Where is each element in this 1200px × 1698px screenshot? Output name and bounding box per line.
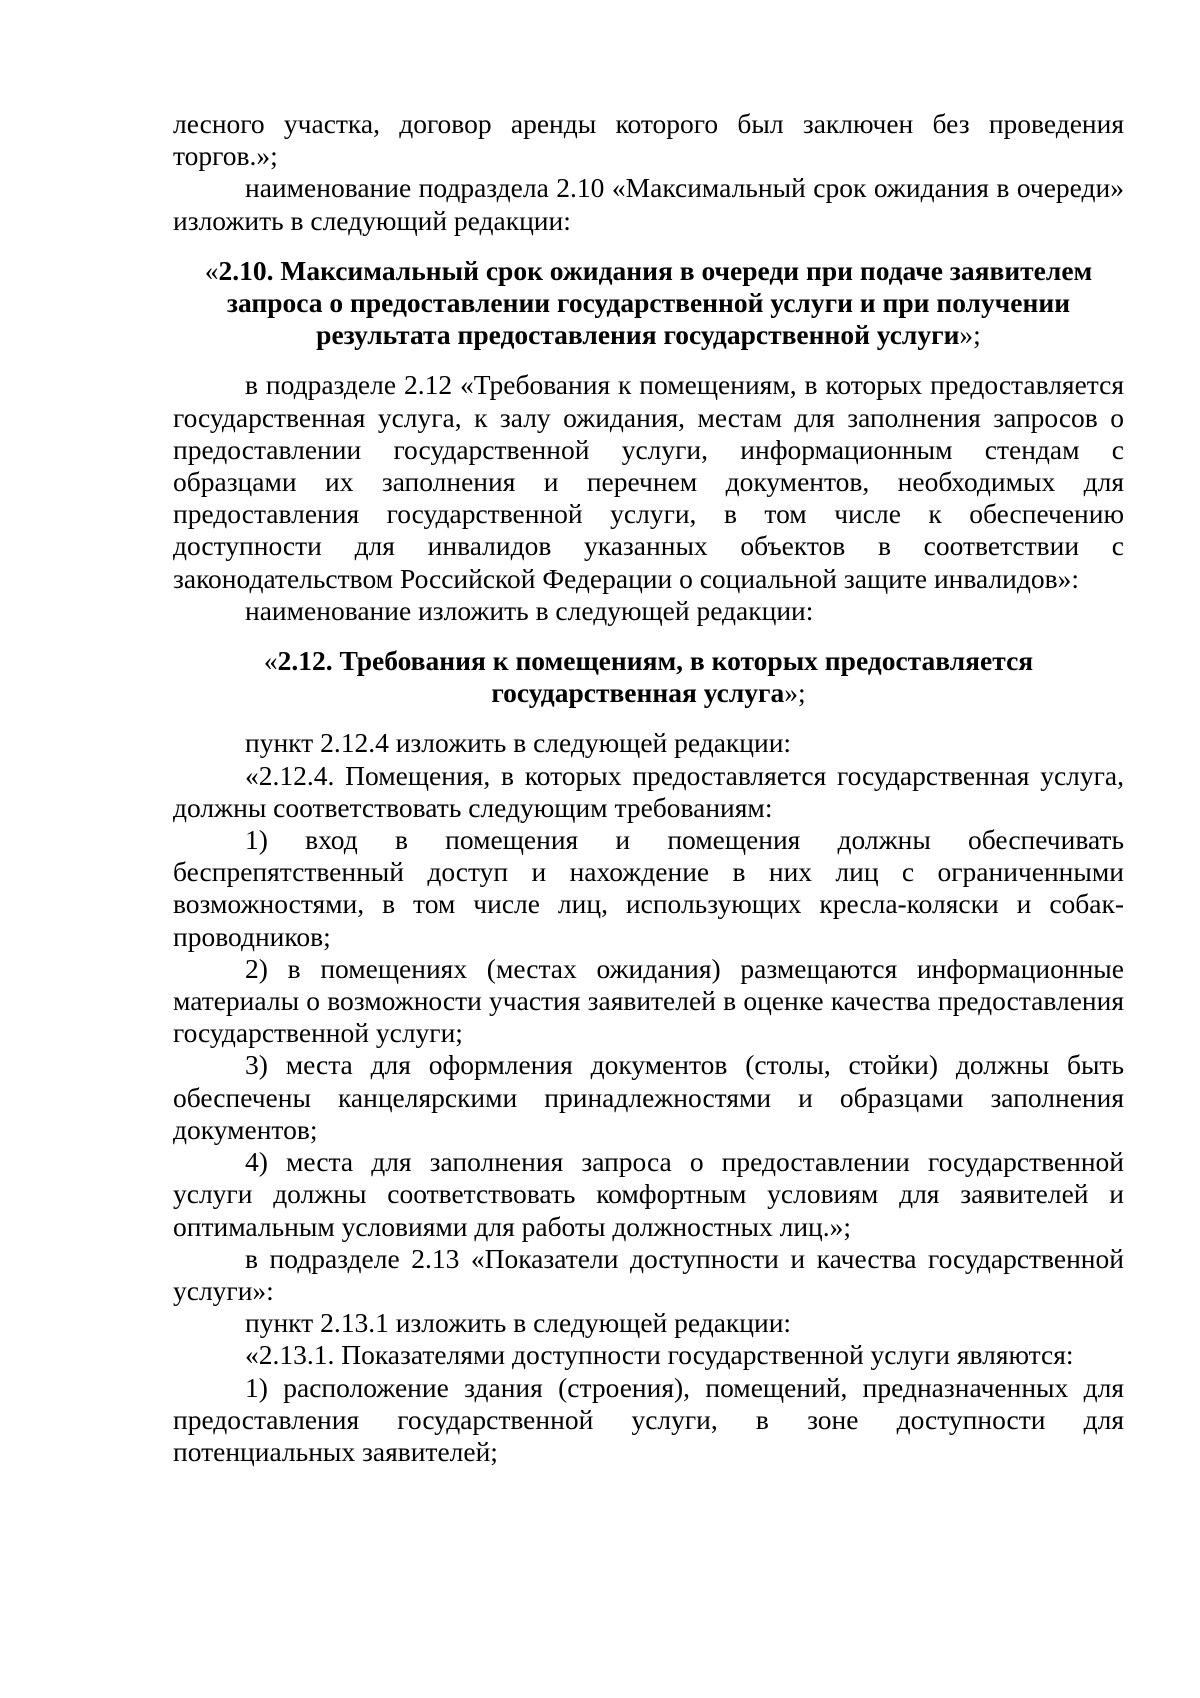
list-item-4: 4) места для заполнения запроса о предоставлении государственной услуги должны соответствовать комфортным условиям для заявителей и оптимальным условиями для работы должностных лиц.»; [173, 1146, 1124, 1242]
heading-open-quote: « [204, 254, 219, 286]
document-page [173, 108, 1124, 1468]
paragraph-item-2-12-4: «2.12.4. Помещения, в которых предоставляется государственная услуга, должны соответствовать следующим требованиям: [173, 759, 1124, 823]
heading-close-quote: »; [784, 677, 806, 709]
list-item-2: 2) в помещениях (местах ожидания) размещаются информационные материалы о возможности участия заявителей в оценке качества предоставления государственной услуги; [173, 952, 1124, 1049]
paragraph-item-2-13-1-intro: пункт 2.13.1 изложить в следующей редакции: [245, 1307, 792, 1339]
heading-close-quote: »; [959, 319, 981, 351]
heading-open-quote: « [263, 645, 278, 677]
paragraph-subsection-2-12: в подразделе 2.12 «Требования к помещениям, в которых предоставляется государственная услуга, к залу ожидания, местам для заполнения запросов о предоставлении государственной услуги, информационным стендам с образцами их заполнения и перечнем документов, необходимых для предоставления государственной услуги, в том числе к обеспечению доступности для инвалидов указанных объектов в соответствии с законодательством Российской Федерации о социальной защите инвалидов»: [173, 369, 1124, 594]
list-item-1: 1) вход в помещения и помещения должны обеспечивать беспрепятственный доступ и нахождение в них лиц с ограниченными возможностями, в том числе лиц, использующих кресла-коляски и собак-проводников; [173, 824, 1124, 952]
heading-2-12 [173, 645, 1124, 709]
paragraph-subsection-2-10-name: наименование подраздела 2.10 «Максимальный срок ожидания в очереди» изложить в следующий редакции: [173, 172, 1124, 236]
paragraph-subsection-2-13: в подразделе 2.13 «Показатели доступности и качества государственной услуги»: [173, 1242, 1124, 1306]
paragraph-continuation: лесного участка, договор аренды которого был заключен без проведения торгов.»; [173, 108, 1124, 172]
list-item-2-13-1-1: 1) расположение здания (строения), помещений, предназначенных для предоставления государственной услуги, в зоне доступности для потенциальных заявителей; [173, 1371, 1124, 1467]
paragraph-item-2-12-4-intro: пункт 2.12.4 изложить в следующей редакции: [245, 727, 792, 759]
heading-2-10 [173, 255, 1124, 352]
paragraph-item-2-13-1: «2.13.1. Показателями доступности государственной услуги являются: [245, 1339, 1074, 1371]
list-item-3: 3) места для оформления документов (столы, стойки) должны быть обеспечены канцелярскими принадлежностями и образцами заполнения документов; [173, 1049, 1124, 1145]
heading-text: 2.12. Требования к помещениям, в которых предоставляется государственная услуга [277, 645, 1034, 709]
paragraph-name-edit: наименование изложить в следующей редакции: [245, 594, 814, 626]
heading-text: 2.10. Максимальный срок ожидания в очереди при подаче заявителем запроса о предоставлении государственной услуги и при получении результата предоставления государственной услуги [218, 254, 1093, 351]
